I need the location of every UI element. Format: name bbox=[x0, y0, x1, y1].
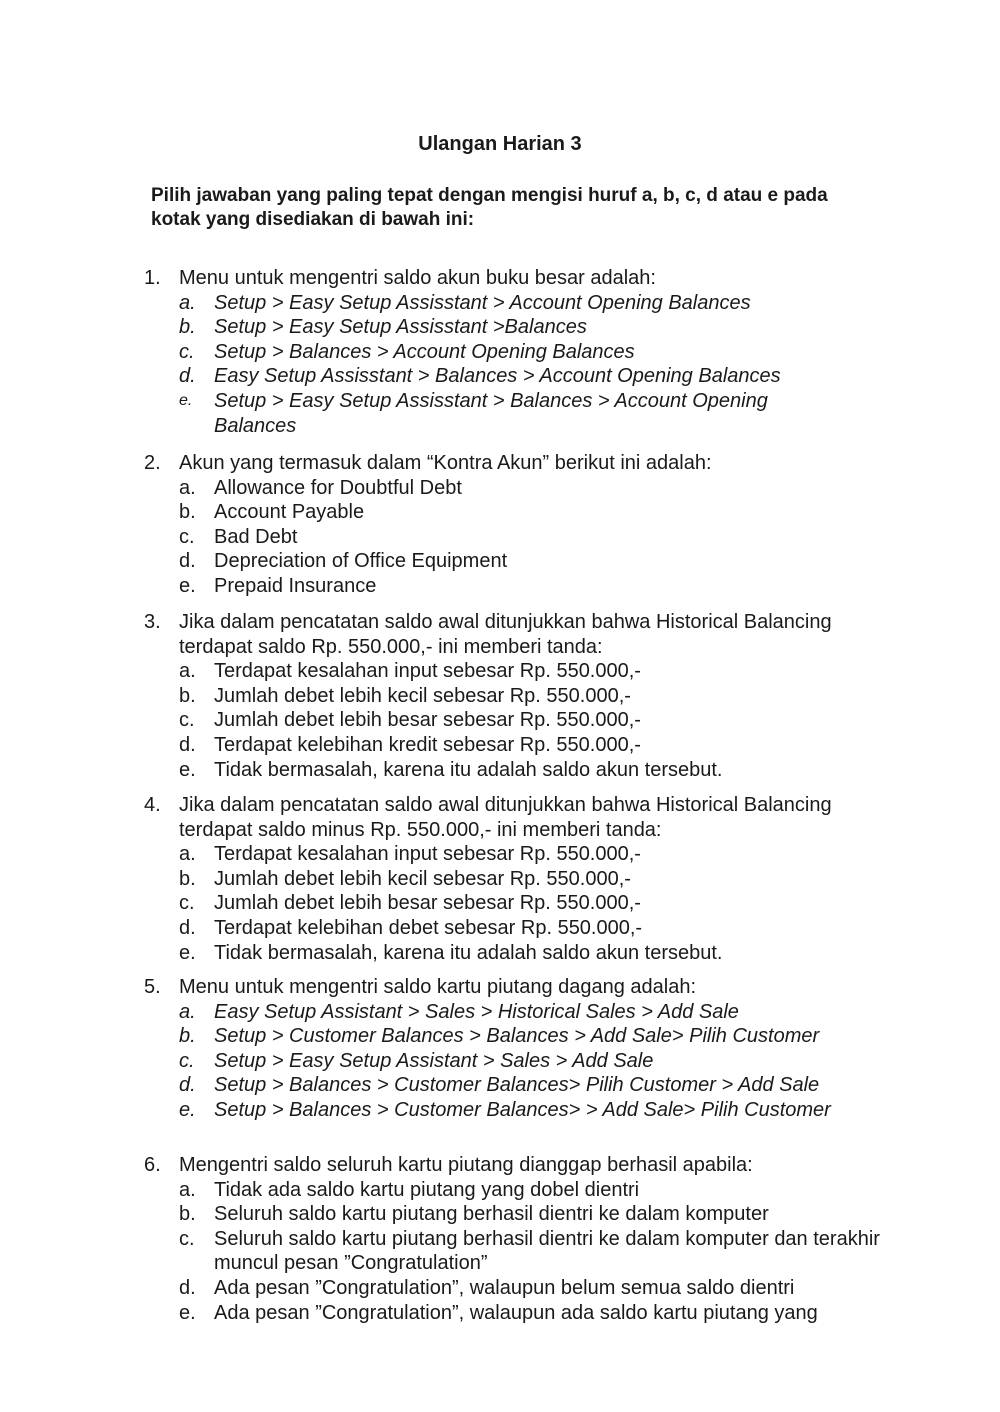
option-c[interactable] bbox=[144, 1227, 884, 1276]
option-letter: d. bbox=[179, 733, 196, 756]
option-text: Bad Debt bbox=[214, 525, 298, 548]
option-text: Terdapat kesalahan input sebesar Rp. 550.000,- bbox=[214, 660, 641, 683]
option-d[interactable] bbox=[144, 1073, 884, 1098]
question-number: 4. bbox=[144, 794, 161, 816]
option-a[interactable] bbox=[144, 659, 884, 684]
question-number: 1. bbox=[144, 267, 161, 289]
question-text: Akun yang termasuk dalam “Kontra Akun” berikut ini adalah: bbox=[179, 452, 712, 474]
option-text: Setup > Easy Setup Assisstant >Balances bbox=[214, 316, 587, 339]
option-letter: a. bbox=[179, 1000, 196, 1023]
option-d[interactable] bbox=[144, 733, 884, 758]
question-number: 2. bbox=[144, 452, 161, 474]
option-a[interactable] bbox=[144, 842, 884, 867]
option-letter: d. bbox=[179, 365, 196, 388]
option-b[interactable] bbox=[144, 684, 884, 709]
option-c[interactable] bbox=[144, 891, 884, 916]
option-e[interactable] bbox=[144, 1301, 884, 1326]
option-text: Setup > Customer Balances > Balances > Add Sale> Pilih Customer bbox=[214, 1025, 820, 1048]
option-list bbox=[144, 842, 884, 965]
option-text: Easy Setup Assisstant > Balances > Account Opening Balances bbox=[214, 365, 781, 388]
option-letter: c. bbox=[179, 340, 195, 363]
option-list bbox=[144, 659, 884, 782]
question-text: Mengentri saldo seluruh kartu piutang dianggap berhasil apabila: bbox=[179, 1154, 753, 1176]
option-letter: e. bbox=[179, 1301, 196, 1324]
option-text: Depreciation of Office Equipment bbox=[214, 550, 508, 573]
question-text: Menu untuk mengentri saldo akun buku besar adalah: bbox=[179, 267, 656, 289]
option-letter: a. bbox=[179, 843, 196, 866]
option-letter: c. bbox=[179, 892, 195, 915]
option-text: Seluruh saldo kartu piutang berhasil dientri ke dalam komputer dan terakhir muncul pesan ”Congratulation” bbox=[214, 1227, 880, 1275]
question-number: 3. bbox=[144, 611, 161, 633]
option-b[interactable] bbox=[144, 315, 884, 340]
option-a[interactable] bbox=[144, 291, 884, 316]
option-letter: d. bbox=[179, 1276, 196, 1299]
option-text: Ada pesan ”Congratulation”, walaupun belum semua saldo dientri bbox=[214, 1276, 795, 1299]
option-letter: a. bbox=[179, 1178, 196, 1201]
question-text: Jika dalam pencatatan saldo awal ditunjukkan bahwa Historical Balancing terdapat saldo Rp. 550.000,- ini memberi tanda: bbox=[179, 611, 832, 658]
option-text: Tidak bermasalah, karena itu adalah saldo akun tersebut. bbox=[214, 758, 723, 781]
option-text: Ada pesan ”Congratulation”, walaupun ada saldo kartu piutang yang bbox=[214, 1301, 818, 1324]
option-text: Jumlah debet lebih besar sebesar Rp. 550.000,- bbox=[214, 892, 641, 915]
option-b[interactable] bbox=[144, 500, 884, 525]
instructions-text: Pilih jawaban yang paling tepat dengan mengisi huruf a, b, c, d atau e pada kotak yang disediakan di bawah ini: bbox=[151, 185, 828, 230]
option-text: Setup > Easy Setup Assisstant > Account Opening Balances bbox=[214, 291, 751, 314]
option-d[interactable] bbox=[144, 364, 884, 389]
option-text: Terdapat kelebihan debet sebesar Rp. 550.000,- bbox=[214, 916, 643, 939]
option-letter: c. bbox=[179, 525, 195, 548]
option-text: Jumlah debet lebih kecil sebesar Rp. 550.000,- bbox=[214, 867, 631, 890]
option-letter: e. bbox=[179, 758, 196, 781]
option-letter: c. bbox=[179, 1227, 195, 1250]
option-letter: e. bbox=[179, 391, 193, 409]
option-d[interactable] bbox=[144, 1276, 884, 1301]
option-letter: d. bbox=[179, 1074, 196, 1097]
option-letter: e. bbox=[179, 941, 196, 964]
option-letter: b. bbox=[179, 684, 196, 707]
option-c[interactable] bbox=[144, 340, 884, 365]
option-a[interactable] bbox=[144, 476, 884, 501]
option-b[interactable] bbox=[144, 1024, 884, 1049]
option-text: Setup > Balances > Customer Balances> Pilih Customer > Add Sale bbox=[214, 1074, 820, 1097]
option-text: Allowance for Doubtful Debt bbox=[214, 476, 462, 499]
option-letter: c. bbox=[179, 1049, 195, 1072]
option-e[interactable] bbox=[144, 389, 884, 438]
option-letter: b. bbox=[179, 316, 196, 339]
option-text: Terdapat kesalahan input sebesar Rp. 550.000,- bbox=[214, 843, 641, 866]
option-letter: c. bbox=[179, 709, 195, 732]
option-d[interactable] bbox=[144, 916, 884, 941]
option-letter: a. bbox=[179, 660, 196, 683]
option-a[interactable] bbox=[144, 1000, 884, 1025]
option-text: Jumlah debet lebih besar sebesar Rp. 550.000,- bbox=[214, 709, 641, 732]
option-text: Terdapat kelebihan kredit sebesar Rp. 550.000,- bbox=[214, 733, 641, 756]
option-c[interactable] bbox=[144, 1049, 884, 1074]
question-number: 5. bbox=[144, 976, 161, 998]
option-letter: a. bbox=[179, 291, 196, 314]
option-c[interactable] bbox=[144, 525, 884, 550]
option-text: Setup > Balances > Customer Balances> > Add Sale> Pilih Customer bbox=[214, 1098, 831, 1121]
question-3 bbox=[144, 610, 884, 782]
option-d[interactable] bbox=[144, 549, 884, 574]
option-b[interactable] bbox=[144, 867, 884, 892]
option-letter: b. bbox=[179, 501, 196, 524]
page-title: Ulangan Harian 3 bbox=[418, 133, 582, 155]
option-e[interactable] bbox=[144, 941, 884, 966]
option-b[interactable] bbox=[144, 1202, 884, 1227]
option-e[interactable] bbox=[144, 574, 884, 599]
question-6 bbox=[144, 1153, 884, 1325]
option-list bbox=[144, 1178, 884, 1326]
question-1 bbox=[144, 266, 884, 438]
option-text: Prepaid Insurance bbox=[214, 574, 377, 597]
question-2 bbox=[144, 451, 884, 599]
option-letter: e. bbox=[179, 1098, 196, 1121]
question-number: 6. bbox=[144, 1154, 161, 1176]
option-text: Tidak bermasalah, karena itu adalah saldo akun tersebut. bbox=[214, 941, 723, 964]
option-text: Setup > Easy Setup Assistant > Sales > Add Sale bbox=[214, 1049, 654, 1072]
option-e[interactable] bbox=[144, 758, 884, 783]
option-c[interactable] bbox=[144, 708, 884, 733]
question-4 bbox=[144, 793, 884, 965]
option-letter: e. bbox=[179, 574, 196, 597]
option-letter: b. bbox=[179, 1025, 196, 1048]
option-list bbox=[144, 291, 884, 439]
question-text: Jika dalam pencatatan saldo awal ditunjukkan bahwa Historical Balancing terdapat saldo minus Rp. 550.000,- ini memberi tanda: bbox=[179, 794, 832, 841]
option-text: Seluruh saldo kartu piutang berhasil dientri ke dalam komputer bbox=[214, 1203, 769, 1226]
option-text: Jumlah debet lebih kecil sebesar Rp. 550.000,- bbox=[214, 684, 631, 707]
option-a[interactable] bbox=[144, 1178, 884, 1203]
option-list bbox=[144, 1000, 884, 1123]
option-text: Setup > Balances > Account Opening Balances bbox=[214, 340, 635, 363]
option-text: Tidak ada saldo kartu piutang yang dobel dientri bbox=[214, 1178, 640, 1201]
option-letter: d. bbox=[179, 916, 196, 939]
option-list bbox=[144, 476, 884, 599]
option-letter: d. bbox=[179, 550, 196, 573]
option-text: Setup > Easy Setup Assisstant > Balances > Account Opening Balances bbox=[214, 389, 768, 437]
option-text: Easy Setup Assistant > Sales > Historical Sales > Add Sale bbox=[214, 1000, 739, 1023]
option-text: Account Payable bbox=[214, 501, 365, 524]
question-text: Menu untuk mengentri saldo kartu piutang dagang adalah: bbox=[179, 976, 697, 998]
option-letter: b. bbox=[179, 867, 196, 890]
option-letter: a. bbox=[179, 476, 196, 499]
option-letter: b. bbox=[179, 1203, 196, 1226]
question-5 bbox=[144, 975, 884, 1123]
option-e[interactable] bbox=[144, 1098, 884, 1123]
